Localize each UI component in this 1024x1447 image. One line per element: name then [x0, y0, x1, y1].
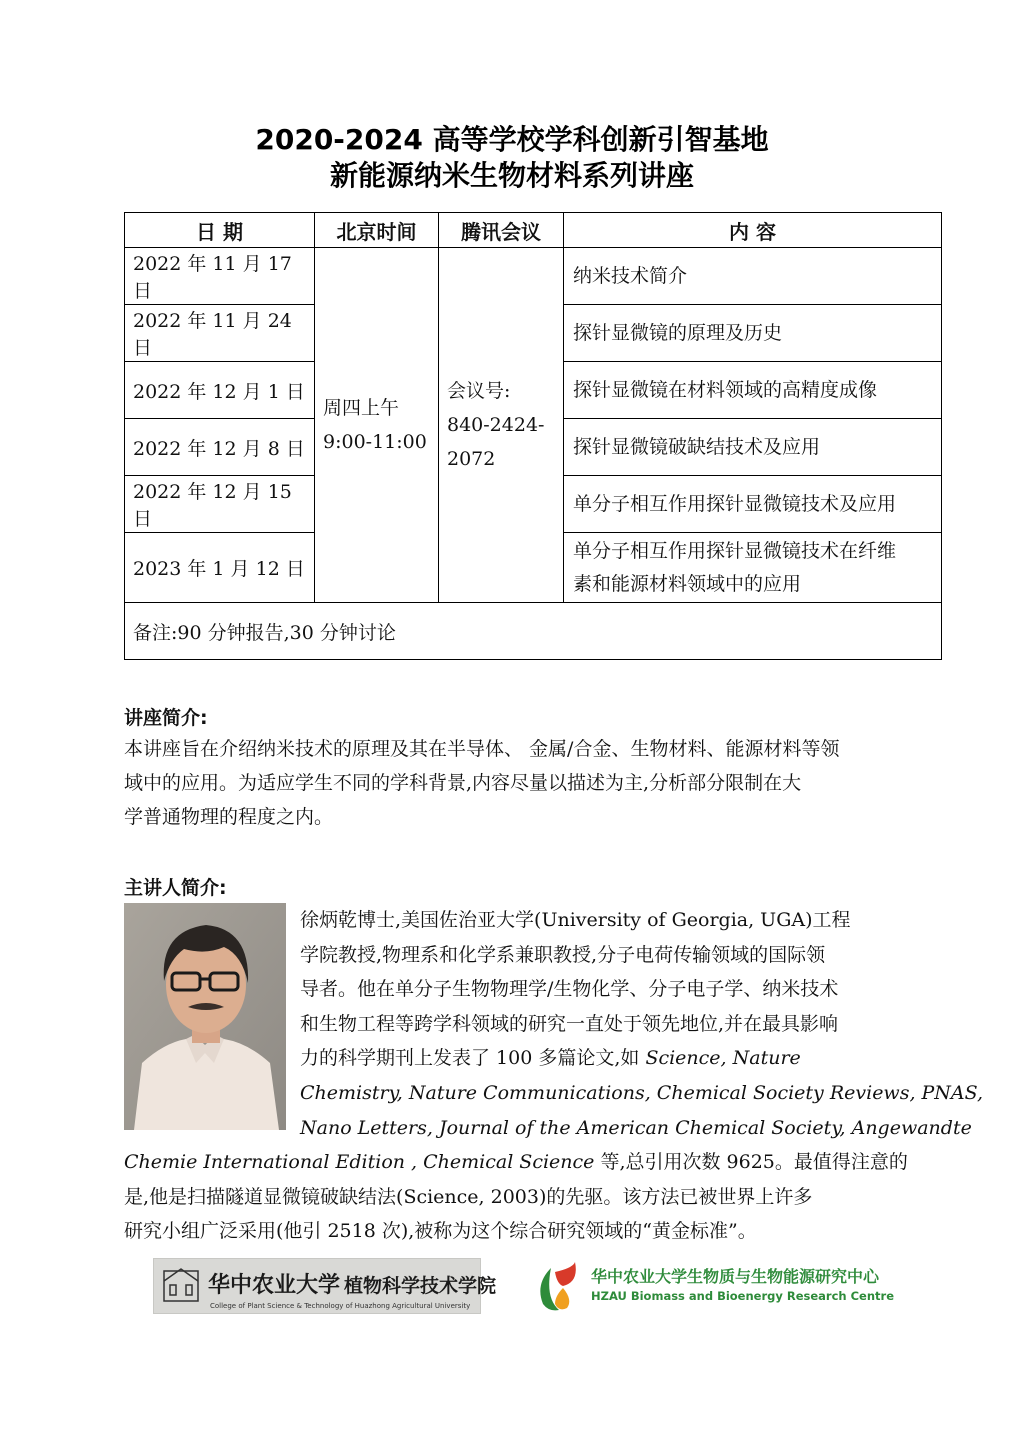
row-content: 纳米技术简介: [564, 248, 942, 305]
bio-line: 是,他是扫描隧道显微镜破缺结法(Science, 2003)的先驱。该方法已被世界上许多: [124, 1185, 813, 1208]
speaker-bio-side: [300, 903, 984, 1145]
row-content-line-1: 单分子相互作用探针显微镜技术在纤维: [573, 539, 897, 562]
bio-text: 等,总引用次数 9625。最值得注意的: [594, 1151, 908, 1173]
bio-line: [300, 1041, 910, 1076]
bio-line: [300, 1076, 984, 1111]
schedule-note: 备注:90 分钟报告,30 分钟讨论: [125, 603, 942, 660]
college-logo-english: College of Plant Science & Technology of Huazhong Agricultural University: [210, 1302, 471, 1310]
bio-line: 徐炳乾博士,美国佐治亚大学(University of Georgia, UGA)工程: [300, 909, 851, 931]
speaker-heading: 主讲人简介:: [124, 877, 227, 899]
intro-line: 域中的应用。为适应学生不同的学科背景,内容尽量以描述为主,分析部分限制在大: [124, 772, 802, 794]
journal-names: Science, Nature: [645, 1047, 801, 1070]
bio-text: 力的科学期刊上发表了 100 多篇论文,如: [300, 1047, 646, 1070]
intro-line: 学普通物理的程度之内。: [124, 806, 334, 828]
bio-line: [124, 1145, 908, 1180]
meeting-id-part2: 2072: [447, 448, 496, 470]
intro-heading: 讲座简介:: [124, 707, 208, 729]
time-range: 9:00-11:00: [323, 431, 427, 453]
research-centre-name-en: HZAU Biomass and Bioenergy Research Centre: [591, 1289, 895, 1303]
title-line-1: 2020-2024 高等学校学科创新引智基地: [255, 123, 769, 156]
journal-names: Chemistry, Nature Communications, Chemical Society Reviews, PNAS,: [300, 1081, 984, 1104]
meeting-id-part1: 840-2424-: [447, 414, 545, 436]
time-cell: [315, 248, 439, 603]
row-content-line-2: 素和能源材料领域中的应用: [573, 572, 802, 595]
row-content: [564, 533, 942, 603]
meeting-cell: [439, 248, 564, 603]
bio-line: [300, 1111, 972, 1146]
time-day: 周四上午: [323, 397, 400, 419]
row-content: 探针显微镜在材料领域的高精度成像: [564, 362, 942, 419]
schedule-table: [124, 212, 942, 660]
college-logo-name: 华中农业大学: [208, 1272, 341, 1298]
header-content: 内 容: [564, 213, 942, 248]
bio-line: 研究小组广泛采用(他引 2518 次),被称为这个综合研究领域的“黄金标准”。: [124, 1220, 757, 1242]
row-date: 2022 年 12 月 15 日: [125, 476, 315, 533]
header-date: 日 期: [125, 213, 315, 248]
row-date: 2022 年 11 月 17 日: [125, 248, 315, 305]
header-meeting: 腾讯会议: [439, 213, 564, 248]
bio-line: 和生物工程等跨学科领域的研究一直处于领先地位,并在最具影响: [300, 1012, 839, 1035]
title-line-2: 新能源纳米生物材料系列讲座: [329, 159, 694, 192]
meeting-label: 会议号:: [447, 380, 511, 402]
intro-line: 本讲座旨在介绍纳米技术的原理及其在半导体、 金属/合金、生物材料、能源材料等领: [124, 738, 840, 760]
row-date: 2022 年 12 月 8 日: [125, 419, 315, 476]
table-header-row: [125, 213, 942, 248]
page-title: [0, 122, 1024, 194]
speaker-photo: [124, 903, 286, 1130]
row-content: 探针显微镜的原理及历史: [564, 305, 942, 362]
row-content: 探针显微镜破缺结技术及应用: [564, 419, 942, 476]
bio-line: 学院教授,物理系和化学系兼职教授,分子电荷传输领域的国际领: [300, 943, 826, 966]
research-centre-name-cn: 华中农业大学生物质与生物能源研究中心: [591, 1267, 880, 1286]
table-row: [125, 248, 942, 305]
journal-names: Nano Letters, Journal of the American Chemical Society, Angewandte: [300, 1116, 972, 1139]
note-row: [125, 603, 942, 660]
speaker-bio-full: [124, 1145, 908, 1249]
college-logo-dept: 植物科学技术学院: [344, 1275, 497, 1297]
row-date: 2023 年 1 月 12 日: [125, 533, 315, 603]
header-time: 北京时间: [315, 213, 439, 248]
intro-paragraph: [124, 732, 904, 834]
row-content: 单分子相互作用探针显微镜技术及应用: [564, 476, 942, 533]
bio-line: 导者。他在单分子生物物理学/生物化学、分子电子学、纳米技术: [300, 978, 839, 1001]
journal-names: Chemie International Edition , Chemical Science: [124, 1151, 595, 1173]
leaf-drop-icon: [540, 1262, 575, 1310]
college-logo: [153, 1258, 497, 1314]
row-date: 2022 年 12 月 1 日: [125, 362, 315, 419]
research-centre-logo: [533, 1258, 895, 1314]
row-date: 2022 年 11 月 24 日: [125, 305, 315, 362]
